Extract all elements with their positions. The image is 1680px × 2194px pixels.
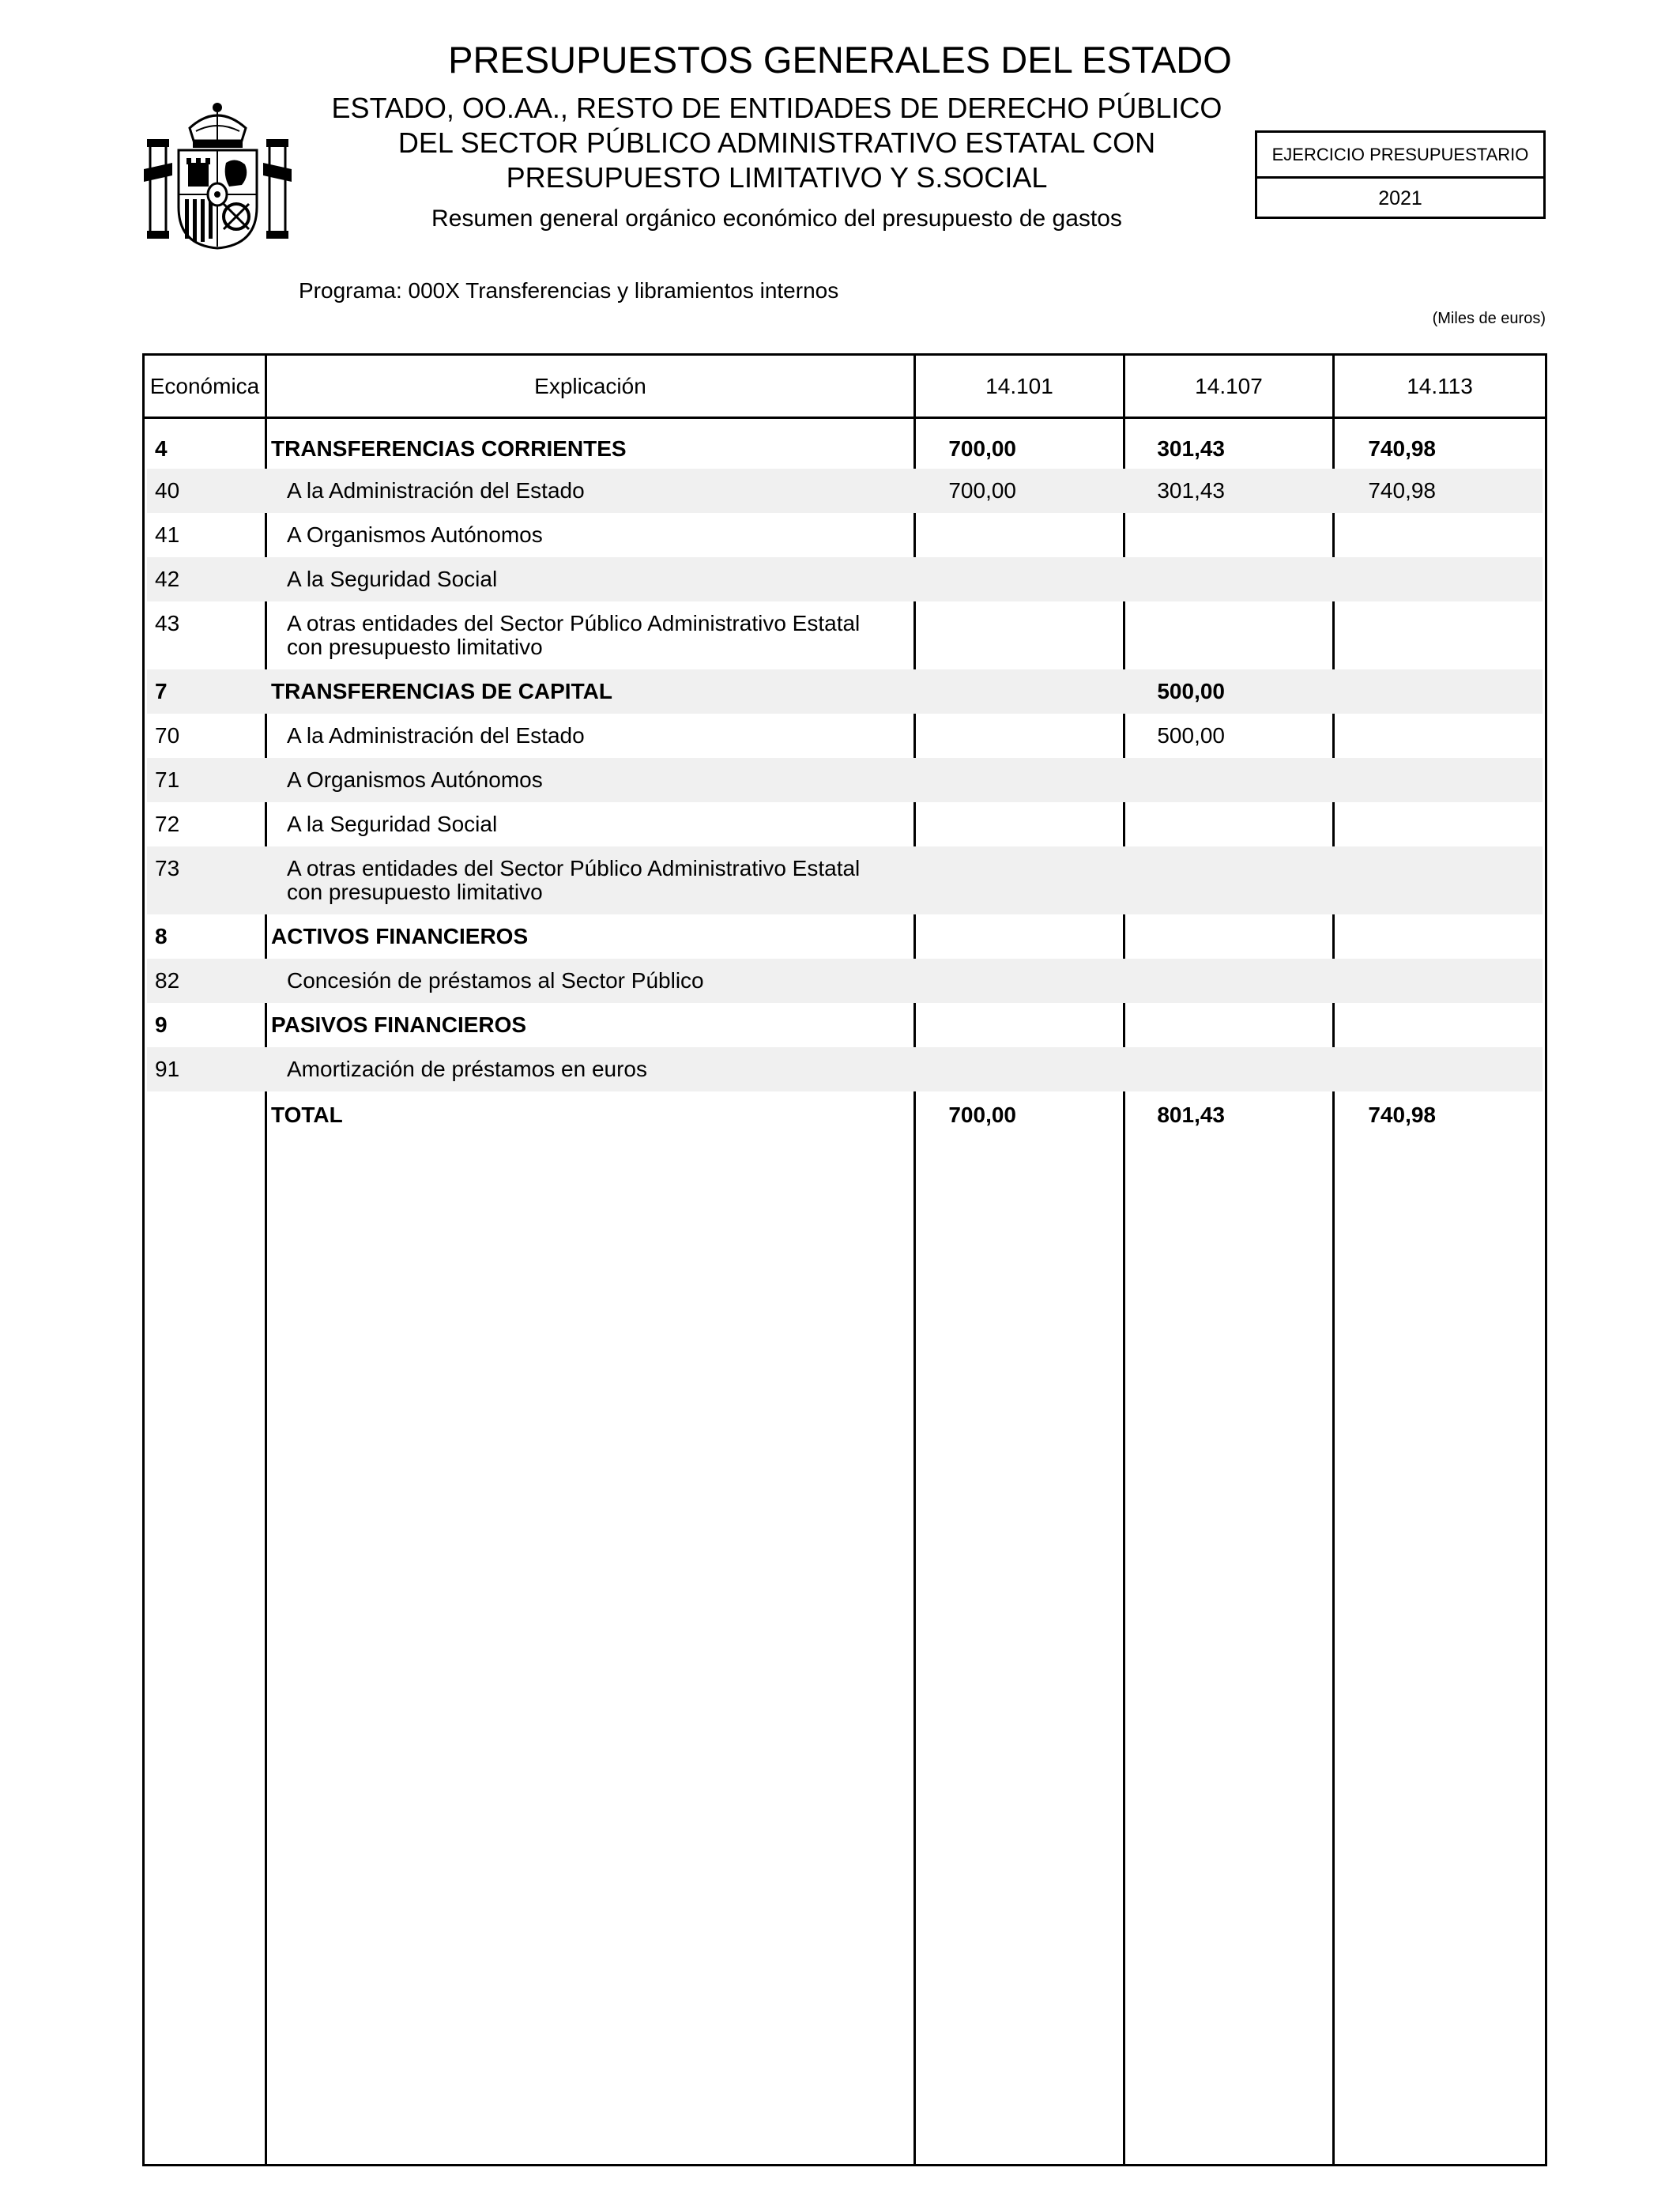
header-economica: Económica [149, 374, 260, 398]
row-code: 73 [155, 856, 180, 880]
table-row [147, 601, 1543, 669]
header-divider [145, 417, 1545, 419]
row-value-14-107: 801,43 [1157, 1103, 1225, 1127]
row-code: 43 [155, 611, 180, 635]
row-code: 40 [155, 478, 180, 503]
programa-label: Programa: 000X Transferencias y libramientos internos [299, 278, 839, 303]
table-row [147, 557, 1543, 601]
row-description: Concesión de préstamos al Sector Público [287, 968, 704, 993]
budget-table [142, 353, 1547, 2166]
units-label: (Miles de euros) [1432, 310, 1546, 327]
row-value-14-107: 301,43 [1157, 478, 1225, 503]
row-value-14-107: 500,00 [1157, 723, 1225, 748]
row-description: A la Administración del Estado [287, 723, 585, 748]
subtitle-line-2: DEL SECTOR PÚBLICO ADMINISTRATIVO ESTATAL CON [397, 126, 1156, 159]
row-description: A la Seguridad Social [287, 812, 498, 836]
row-code: 70 [155, 723, 180, 748]
row-description: PASIVOS FINANCIEROS [271, 1012, 527, 1037]
table-row [147, 669, 1543, 714]
row-value-14-107: 500,00 [1157, 679, 1225, 703]
table-row [147, 846, 1543, 914]
row-description: A la Administración del Estado [287, 478, 585, 503]
table-row [147, 513, 1543, 557]
row-description: A Organismos Autónomos [287, 522, 543, 547]
row-code: 91 [155, 1057, 180, 1081]
row-value-14-113: 740,98 [1368, 436, 1436, 461]
row-description: ACTIVOS FINANCIEROS [271, 924, 529, 948]
page-title: PRESUPUESTOS GENERALES DEL ESTADO [448, 39, 1232, 81]
report-description: Resumen general orgánico económico del presupuesto de gastos [431, 205, 1122, 232]
subtitle-line-1: ESTADO, OO.AA., RESTO DE ENTIDADES DE DERECHO PÚBLICO [331, 92, 1222, 124]
row-code: 42 [155, 567, 180, 591]
row-value-14-101: 700,00 [948, 478, 1016, 503]
row-description: Amortización de préstamos en euros [287, 1057, 647, 1081]
row-description: A otras entidades del Sector Público Administrativo Estatal [287, 856, 861, 880]
row-description: A otras entidades del Sector Público Administrativo Estatal [287, 611, 861, 635]
row-description: A la Seguridad Social [287, 567, 498, 591]
table-row [147, 802, 1543, 846]
row-description: TOTAL [271, 1103, 343, 1127]
row-description: A Organismos Autónomos [287, 767, 543, 792]
row-code: 9 [155, 1012, 168, 1037]
row-value-14-101: 700,00 [948, 1103, 1016, 1127]
ejercicio-presupuestario-box [1255, 130, 1546, 219]
row-value-14-107: 301,43 [1157, 436, 1225, 461]
row-code: 4 [155, 436, 168, 461]
row-value-14-113: 740,98 [1368, 478, 1436, 503]
row-code: 8 [155, 924, 168, 948]
table-row [147, 469, 1543, 513]
table-row [147, 959, 1543, 1003]
row-description: TRANSFERENCIAS DE CAPITAL [271, 679, 612, 703]
row-code: 41 [155, 522, 180, 547]
row-value-14-113: 740,98 [1368, 1103, 1436, 1127]
table-row [147, 758, 1543, 802]
table-row [147, 714, 1543, 758]
table-row [147, 429, 1543, 469]
row-value-14-101: 700,00 [948, 436, 1016, 461]
ejercicio-label: EJERCICIO PRESUPUESTARIO [1257, 133, 1543, 179]
table-row [147, 1003, 1543, 1047]
subtitle-line-3: PRESUPUESTO LIMITATIVO Y S.SOCIAL [506, 161, 1048, 194]
row-code: 7 [155, 679, 168, 703]
row-description-continued: con presupuesto limitativo [287, 635, 543, 659]
header-explicacion: Explicación [534, 374, 646, 398]
row-description-continued: con presupuesto limitativo [287, 880, 543, 904]
table-row-total [147, 1091, 1543, 1139]
row-code: 72 [155, 812, 180, 836]
spain-coat-of-arms-icon [141, 96, 295, 251]
header-14-113: 14.113 [1407, 374, 1473, 398]
row-description: TRANSFERENCIAS CORRIENTES [271, 436, 627, 461]
table-row [147, 1047, 1543, 1091]
row-code: 71 [155, 767, 180, 792]
ejercicio-year: 2021 [1378, 187, 1422, 209]
row-code: 82 [155, 968, 180, 993]
table-row [147, 914, 1543, 959]
header-14-101: 14.101 [985, 374, 1053, 398]
header-14-107: 14.107 [1195, 374, 1263, 398]
